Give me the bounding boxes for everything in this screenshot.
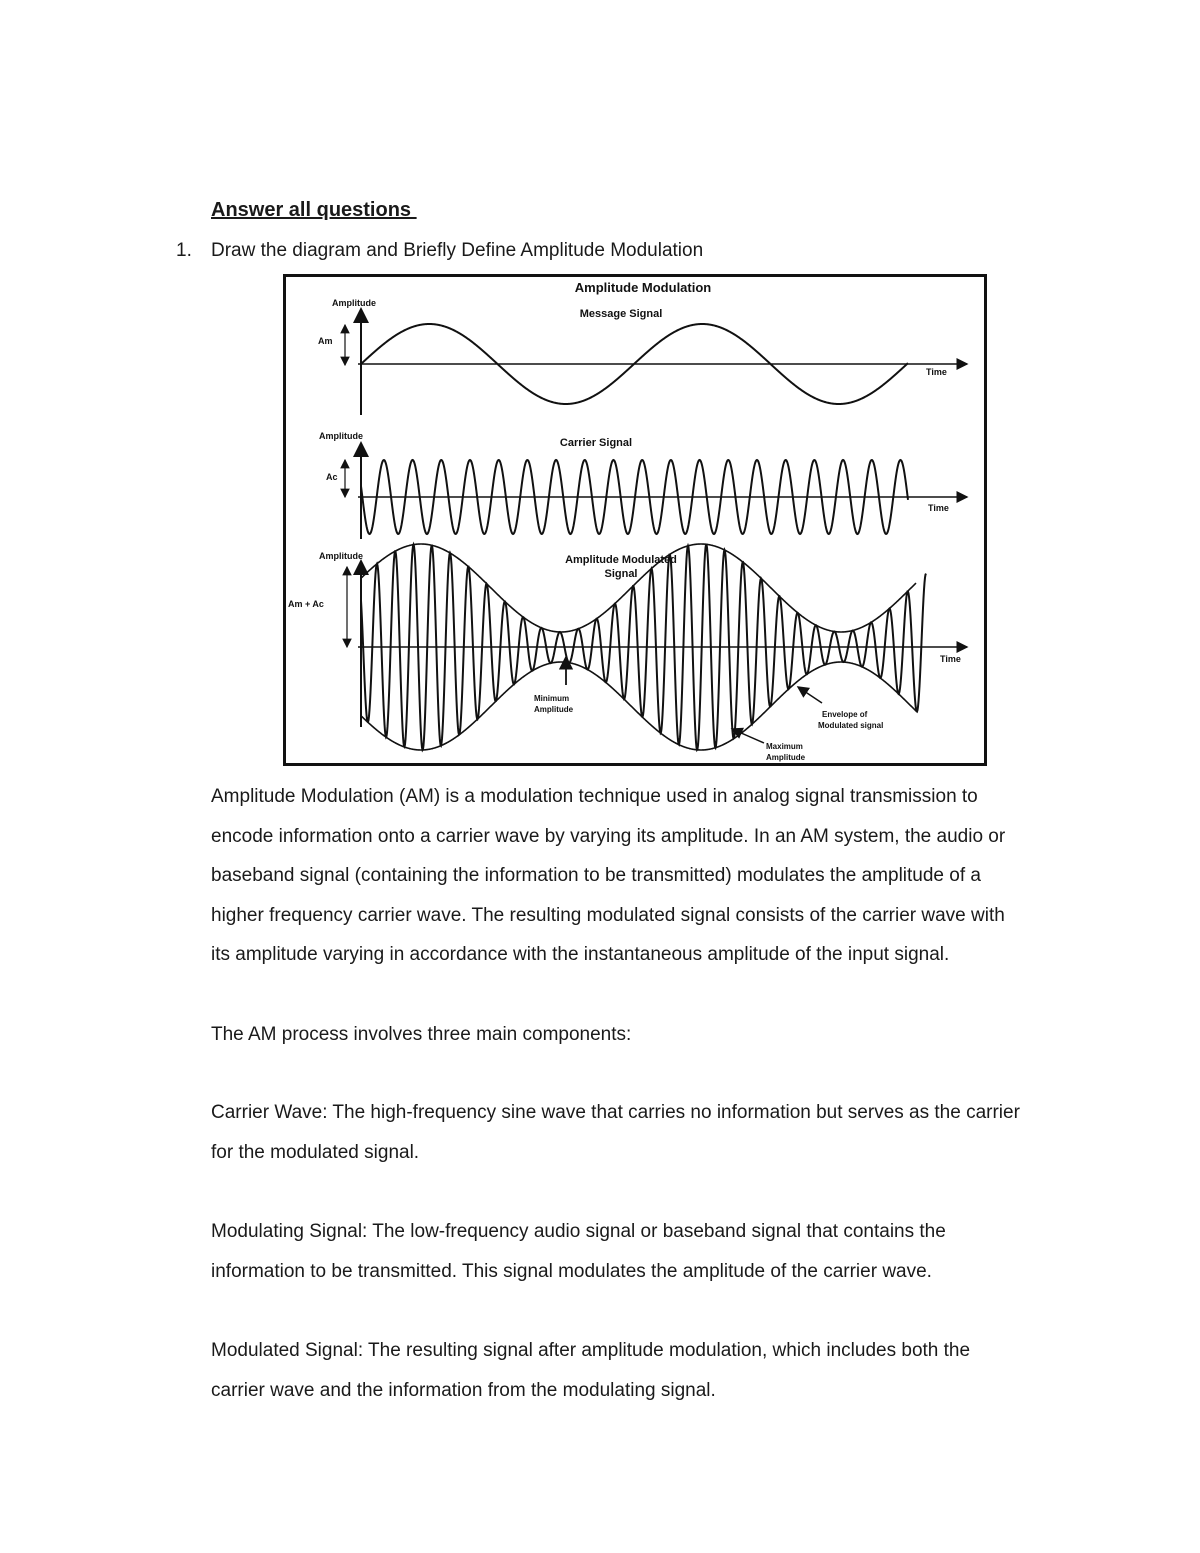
page-heading: Answer all questions [211, 199, 417, 221]
carrier-amp-label: Ac [326, 472, 338, 482]
paragraph-components-intro [211, 1015, 1081, 1055]
carrier-x-label: Time [928, 503, 949, 513]
paragraph-modulated-signal [211, 1331, 1081, 1410]
paragraph-line: Modulating Signal: The low-frequency audio signal or baseband signal that contains the [211, 1221, 946, 1242]
am-title-line2: Signal [604, 568, 638, 580]
paragraph-carrier-wave [211, 1093, 1081, 1172]
carrier-title: Carrier Signal [559, 437, 633, 449]
envelope-label-line2: Modulated signal [818, 721, 884, 730]
question-number: 1. [176, 240, 192, 261]
paragraph-modulating-signal [211, 1212, 1081, 1291]
paragraph-line: Carrier Wave: The high-frequency sine wave that carries no information but serves as the carrier [211, 1102, 1020, 1123]
message-title: Message Signal [579, 308, 663, 320]
paragraph-line: encode information onto a carrier wave by varying its amplitude. In an AM system, the audio or [211, 825, 1006, 847]
am-amp-label: Am + Ac [288, 599, 324, 609]
paragraph-line: Amplitude Modulation (AM) is a modulation technique used in analog signal transmission to [211, 786, 978, 807]
paragraph-line: carrier wave and the information from the modulating signal. [211, 1379, 716, 1401]
am-title-line1: Amplitude Modulated [565, 554, 677, 566]
paragraph-line: higher frequency carrier wave. The resulting modulated signal consists of the carrier wave with [211, 904, 1005, 926]
paragraph-line: The AM process involves three main components: [211, 1024, 632, 1045]
am-diagram [283, 274, 987, 766]
maximum-label-line1: Maximum [766, 742, 803, 751]
message-y-label: Amplitude [332, 298, 376, 308]
diagram-title: Amplitude Modulation [574, 280, 712, 295]
paragraph-line: for the modulated signal. [211, 1141, 420, 1163]
paragraph-intro [211, 777, 1081, 975]
minimum-label-line2: Amplitude [534, 705, 574, 714]
message-amp-label: Am [318, 336, 333, 346]
maximum-label-line2: Amplitude [766, 753, 806, 762]
carrier-y-label: Amplitude [319, 431, 363, 441]
envelope-label-line1: Envelope of [822, 710, 868, 719]
question-text: Draw the diagram and Briefly Define Amplitude Modulation [211, 240, 704, 261]
envelope-arrow [798, 687, 822, 703]
paragraph-line: its amplitude varying in accordance with the instantaneous amplitude of the input signal. [211, 944, 950, 966]
paragraph-line: baseband signal (containing the information to be transmitted) modulates the amplitude of a [211, 865, 981, 887]
minimum-label-line1: Minimum [534, 694, 570, 703]
paragraph-line: information to be transmitted. This signal modulates the amplitude of the carrier wave. [211, 1260, 932, 1282]
message-x-label: Time [926, 367, 947, 377]
paragraph-line: Modulated Signal: The resulting signal after amplitude modulation, which includes both the [211, 1340, 971, 1361]
am-x-label: Time [940, 654, 961, 664]
am-y-label: Amplitude [319, 551, 363, 561]
